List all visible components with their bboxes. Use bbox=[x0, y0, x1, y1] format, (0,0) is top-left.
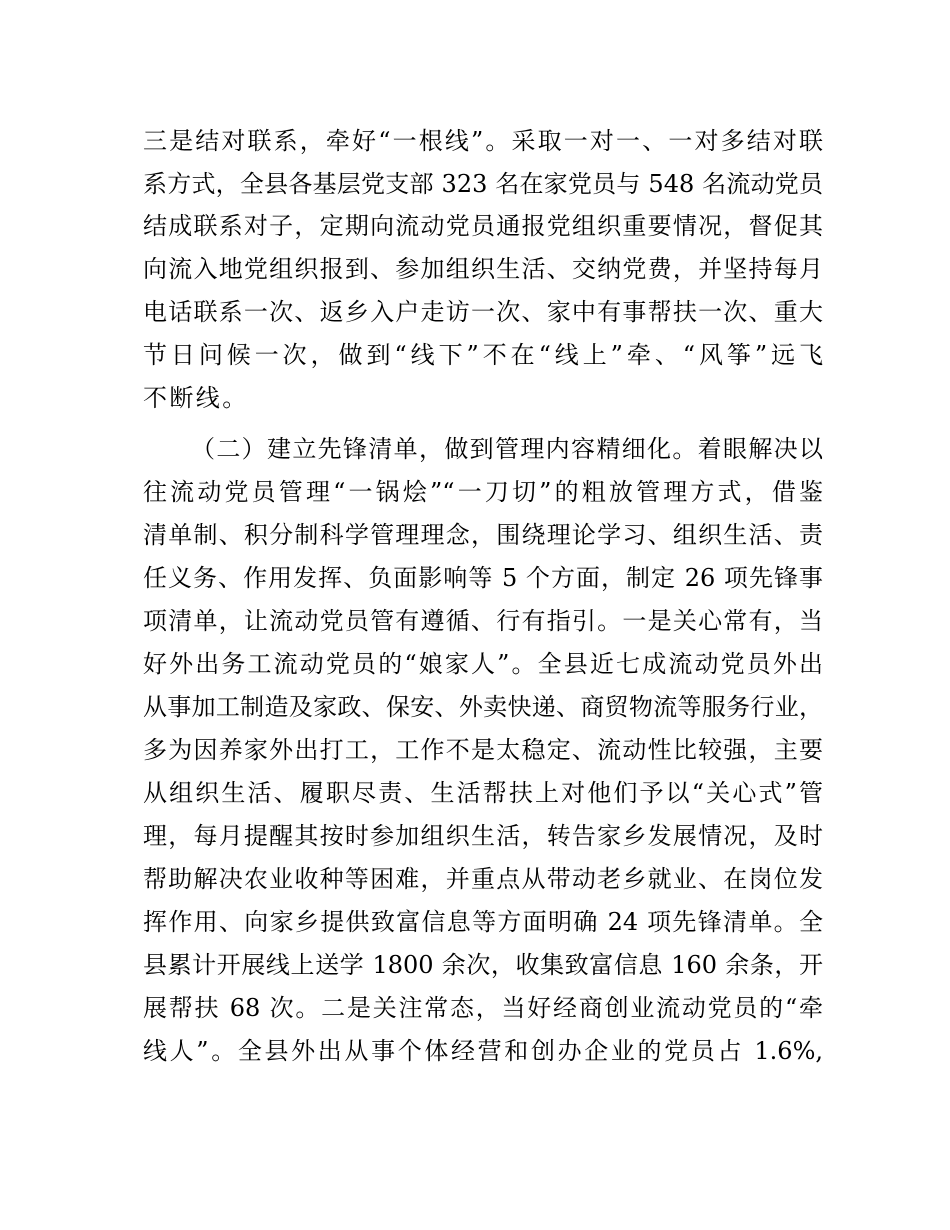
paragraph-line: 清单制、积分制科学管理理念，围绕理论学习、组织生活、责 bbox=[143, 521, 823, 549]
paragraph-line: 从组织生活、履职尽责、生活帮扶上对他们予以“关心式”管 bbox=[143, 779, 823, 807]
paragraph-line: 电话联系一次、返乡入户走访一次、家中有事帮扶一次、重大 bbox=[143, 298, 823, 326]
paragraph-line: 系方式，全县各基层党支部 323 名在家党员与 548 名流动党员 bbox=[143, 170, 823, 198]
paragraph-line: 县累计开展线上送学 1800 余次，收集致富信息 160 余条，开 bbox=[143, 951, 823, 979]
section-heading-line: （二）建立先锋清单，做到管理内容精细化。着眼解决以 bbox=[191, 435, 823, 463]
paragraph-line: 好外出务工流动党员的“娘家人”。全县近七成流动党员外出 bbox=[143, 650, 823, 678]
paragraph-line: 帮助解决农业收种等困难，并重点从带动老乡就业、在岗位发 bbox=[143, 865, 823, 893]
paragraph-line: 挥作用、向家乡提供致富信息等方面明确 24 项先锋清单。全 bbox=[143, 908, 823, 936]
paragraph-line: 展帮扶 68 次。二是关注常态，当好经商创业流动党员的“牵 bbox=[143, 994, 823, 1022]
paragraph-line: 结成联系对子，定期向流动党员通报党组织重要情况，督促其 bbox=[143, 212, 823, 240]
paragraph-line: 向流入地党组织报到、参加组织生活、交纳党费，并坚持每月 bbox=[143, 255, 823, 283]
paragraph-line: 多为因养家外出打工，工作不是太稳定、流动性比较强，主要 bbox=[143, 736, 823, 764]
paragraph-line: 任义务、作用发挥、负面影响等 5 个方面，制定 26 项先锋事 bbox=[143, 564, 823, 592]
paragraph-line: 不断线。 bbox=[143, 384, 249, 412]
paragraph-line: 理，每月提醒其按时参加组织生活，转告家乡发展情况，及时 bbox=[143, 822, 823, 850]
paragraph-line: 节日问候一次，做到“线下”不在“线上”牵、“风筝”远飞 bbox=[143, 341, 823, 369]
paragraph-line: 往流动党员管理“一锅烩”“一刀切”的粗放管理方式，借鉴 bbox=[143, 478, 823, 506]
paragraph-line: 项清单，让流动党员管有遵循、行有指引。一是关心常有，当 bbox=[143, 607, 823, 635]
paragraph-line: 线人”。全县外出从事个体经营和创办企业的党员占 1.6%, bbox=[143, 1037, 823, 1065]
paragraph-line: 三是结对联系，牵好“一根线”。采取一对一、一对多结对联 bbox=[143, 127, 823, 155]
paragraph-line: 从事加工制造及家政、保安、外卖快递、商贸物流等服务行业， bbox=[143, 693, 823, 721]
